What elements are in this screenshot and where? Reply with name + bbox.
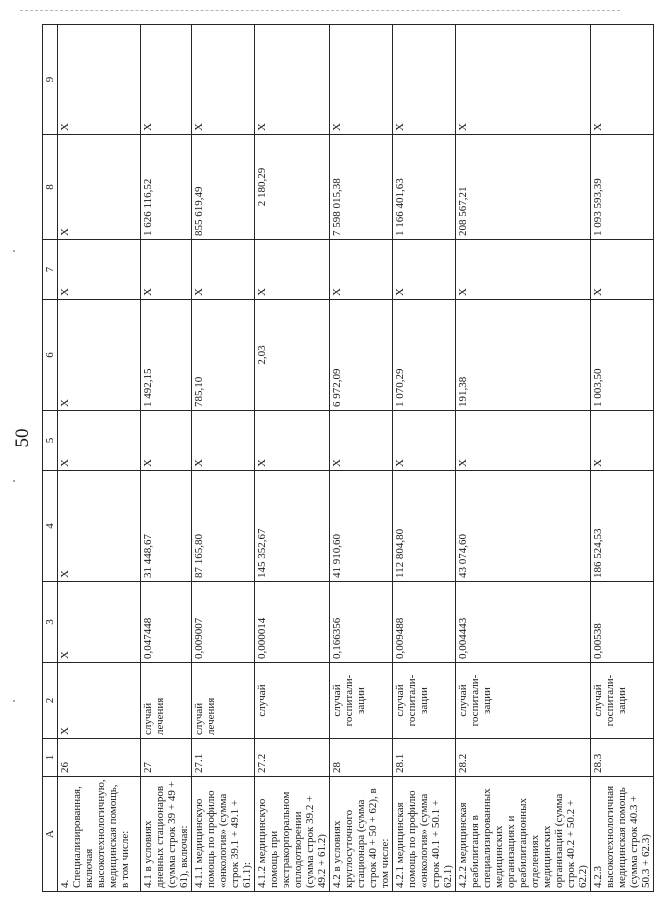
table-row	[591, 25, 654, 892]
care-type-cell: 4.1 в условиях дневных стационаров (сумма строк 39 + 49 + 61), включая:	[141, 777, 192, 892]
col7-cell: X	[591, 240, 654, 300]
column-header: A	[43, 777, 58, 892]
col8-cell: 7 598 015,38	[330, 135, 393, 240]
col6-cell: 1 492,15	[141, 300, 192, 411]
table-row	[255, 25, 330, 892]
column-number-row	[43, 25, 58, 892]
volume-norm-cell: X	[58, 582, 141, 663]
col6-cell: 191,38	[456, 300, 591, 411]
col6-cell: 6 972,09	[330, 300, 393, 411]
unit-cell: случай лечения	[192, 663, 255, 739]
column-header: 9	[43, 25, 58, 135]
col5-cell: X	[393, 411, 456, 471]
line-number-cell: 26	[58, 739, 141, 777]
col7-cell: X	[393, 240, 456, 300]
col7-cell: X	[58, 240, 141, 300]
table-row	[456, 25, 591, 892]
medical-care-table	[42, 24, 654, 892]
line-number-cell: 27	[141, 739, 192, 777]
scan-speck	[13, 480, 15, 482]
col9-cell: X	[330, 25, 393, 135]
volume-norm-cell: 0,004443	[456, 582, 591, 663]
col6-cell: X	[58, 300, 141, 411]
col7-cell: X	[255, 240, 330, 300]
col8-cell: 1 166 401,63	[393, 135, 456, 240]
volume-norm-cell: 0,000014	[255, 582, 330, 663]
volume-norm-cell: 0,009007	[192, 582, 255, 663]
column-header: 1	[43, 739, 58, 777]
scan-edge-top	[20, 10, 620, 11]
volume-norm-cell: 0,00538	[591, 582, 654, 663]
volume-norm-cell: 0,009488	[393, 582, 456, 663]
col9-cell: X	[58, 25, 141, 135]
cost-norm-cell: 112 804,80	[393, 471, 456, 582]
column-header: 2	[43, 663, 58, 739]
col6-cell: 1 070,29	[393, 300, 456, 411]
col5-cell: X	[591, 411, 654, 471]
unit-cell: случай госпитали-зации	[393, 663, 456, 739]
col9-cell: X	[255, 25, 330, 135]
cost-norm-cell: 186 524,53	[591, 471, 654, 582]
col8-cell: 2 180,29	[255, 135, 330, 240]
scan-speck	[13, 250, 15, 252]
care-type-cell: 4.1.2 медицинскую помощь при экстракорпоральном оплодотворении (сумма строк 39.2 + 49.2 + 61.2)	[255, 777, 330, 892]
column-header: 8	[43, 135, 58, 240]
column-header: 6	[43, 300, 58, 411]
unit-cell: случай госпитали-зации	[591, 663, 654, 739]
care-type-cell: 4.2 в условиях круглосуточного стационара (сумма строк 40 + 50 + 62), в том числе:	[330, 777, 393, 892]
col5-cell: X	[141, 411, 192, 471]
cost-norm-cell: 31 448,67	[141, 471, 192, 582]
column-header: 7	[43, 240, 58, 300]
col9-cell: X	[192, 25, 255, 135]
rotated-table-frame	[42, 25, 652, 892]
unit-cell: случай госпитали-зации	[456, 663, 591, 739]
col6-cell: 785,10	[192, 300, 255, 411]
cost-norm-cell: 145 352,67	[255, 471, 330, 582]
cost-norm-cell: 41 910,60	[330, 471, 393, 582]
line-number-cell: 28	[330, 739, 393, 777]
cost-norm-cell: 87 165,80	[192, 471, 255, 582]
line-number-cell: 28.1	[393, 739, 456, 777]
unit-cell: случай	[255, 663, 330, 739]
col9-cell: X	[591, 25, 654, 135]
col6-cell: 1 003,50	[591, 300, 654, 411]
col7-cell: X	[456, 240, 591, 300]
col5-cell: X	[330, 411, 393, 471]
care-type-cell: 4.1.1 медицинскую помощь по профилю «онкология» (сумма строк 39.1 + 49.1 + 61.1):	[192, 777, 255, 892]
care-type-cell: 4.2.1 медицинская помощь по профилю «онкология» (сумма строк 40.1 + 50.1 + 62.1)	[393, 777, 456, 892]
col5-cell: X	[192, 411, 255, 471]
cost-norm-cell: X	[58, 471, 141, 582]
col7-cell: X	[141, 240, 192, 300]
volume-norm-cell: 0,166356	[330, 582, 393, 663]
col5-cell: X	[58, 411, 141, 471]
col8-cell: 1 626 116,52	[141, 135, 192, 240]
cost-norm-cell: 43 074,60	[456, 471, 591, 582]
col8-cell: 855 619,49	[192, 135, 255, 240]
col6-cell: 2,03	[255, 300, 330, 411]
col9-cell: X	[393, 25, 456, 135]
table-row	[192, 25, 255, 892]
table-row	[330, 25, 393, 892]
volume-norm-cell: 0,047448	[141, 582, 192, 663]
line-number-cell: 28.3	[591, 739, 654, 777]
unit-cell: случай госпитали-зации	[330, 663, 393, 739]
col8-cell: 208 567,21	[456, 135, 591, 240]
line-number-cell: 27.2	[255, 739, 330, 777]
column-header: 5	[43, 411, 58, 471]
table-row	[393, 25, 456, 892]
scan-speck	[13, 700, 15, 702]
col9-cell: X	[141, 25, 192, 135]
unit-cell: случай лечения	[141, 663, 192, 739]
col7-cell: X	[192, 240, 255, 300]
col8-cell: X	[58, 135, 141, 240]
line-number-cell: 28.2	[456, 739, 591, 777]
table-row	[58, 25, 141, 892]
col9-cell: X	[456, 25, 591, 135]
col5-cell: X	[456, 411, 591, 471]
col8-cell: 1 093 593,39	[591, 135, 654, 240]
col7-cell: X	[330, 240, 393, 300]
column-header: 3	[43, 582, 58, 663]
table-row	[141, 25, 192, 892]
care-type-cell: 4.2.3 высокотехнологичная медицинская помощь (сумма строк 40.3 + 50.3 + 62.3)	[591, 777, 654, 892]
line-number-cell: 27.1	[192, 739, 255, 777]
care-type-cell: 4. Специализированная, включая высокотехнологичную, медицинская помощь, в том числе:	[58, 777, 141, 892]
care-type-cell: 4.2.2 медицинская реабилитация в специализированных медицинских организациях и реабилитационных отделениях медицинских организаций (сумма строк 40.2 + 50.2 + 62.2)	[456, 777, 591, 892]
page-number: 50	[12, 428, 33, 448]
column-header: 4	[43, 471, 58, 582]
unit-cell: X	[58, 663, 141, 739]
col5-cell: X	[255, 411, 330, 471]
